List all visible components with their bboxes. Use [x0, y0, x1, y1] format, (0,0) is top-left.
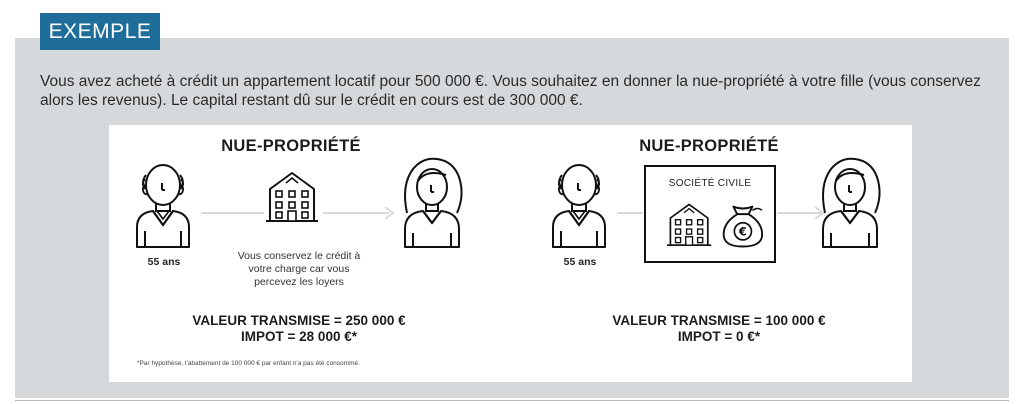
left-value: VALEUR TRANSMISE = 250 000 € IMPOT = 28 000 €*	[192, 313, 406, 344]
company-label: SOCIÉTÉ CIVILE	[668, 178, 752, 189]
left-heading: NUE-PROPRIÉTÉ	[221, 137, 361, 155]
daughter-icon	[405, 159, 462, 247]
footnote: *Par hypothèse, l'abattement de 100 000 € par enfant n'a pas été consommé.	[137, 360, 360, 367]
right-heading: NUE-PROPRIÉTÉ	[639, 137, 779, 155]
illustration-art: €	[109, 125, 912, 382]
left-note: Vous conservez le crédit à votre charge car vous percevez les loyers	[237, 250, 361, 288]
daughter-icon	[823, 159, 880, 247]
example-tag: EXEMPLE	[40, 13, 160, 50]
elder-man-icon	[553, 165, 605, 247]
building-icon	[266, 173, 318, 221]
left-age: 55 ans	[147, 256, 181, 268]
illustration-card	[109, 125, 912, 382]
right-value: VALEUR TRANSMISE = 100 000 € IMPOT = 0 €*	[612, 313, 826, 344]
intro-text: Vous avez acheté à crédit un appartement locatif pour 500 000 €. Vous souhaitez en donner la nue-propriété à votre fille (vous conservez alors les revenus). Le capital restant dû sur le crédit en cours est de 300 000 €.	[40, 73, 981, 109]
right-age: 55 ans	[563, 256, 597, 268]
elder-man-icon	[137, 165, 189, 247]
divider	[15, 400, 1009, 401]
